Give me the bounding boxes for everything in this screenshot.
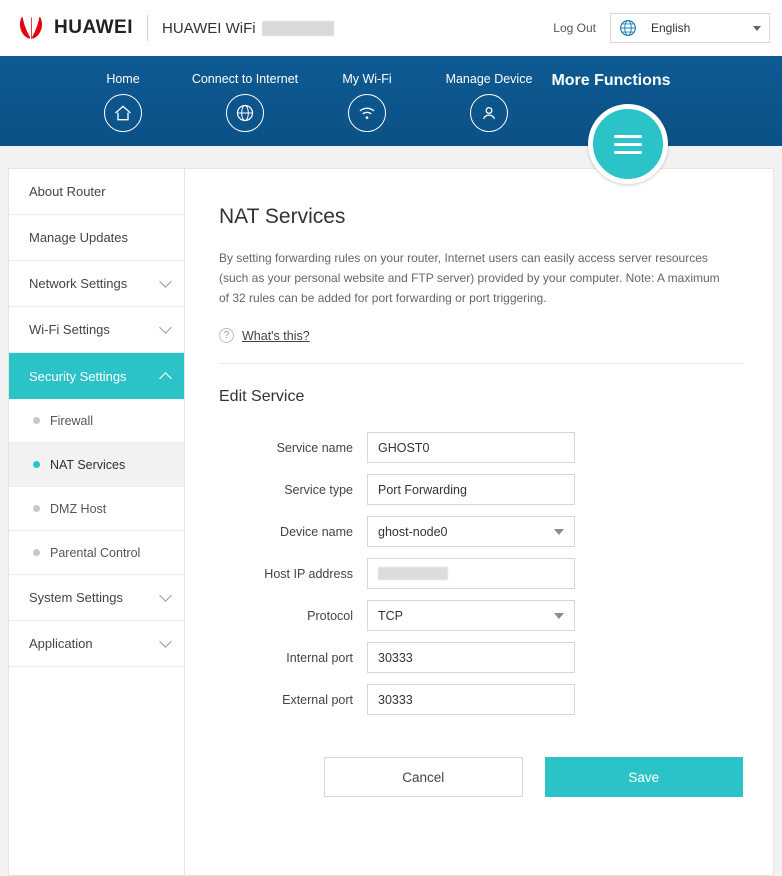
- sidebar-subitem-label: Firewall: [50, 413, 94, 428]
- sidebar-subitem-parental-control[interactable]: [9, 531, 184, 575]
- field-label: Host IP address: [264, 566, 353, 581]
- sidebar-item-label: About Router: [29, 184, 106, 199]
- header-right: [553, 13, 770, 43]
- form-row-protocol: [219, 600, 743, 631]
- question-mark-icon: ?: [219, 328, 234, 343]
- brand-name: HUAWEI: [54, 17, 133, 38]
- sidebar-item-security-settings[interactable]: [9, 353, 184, 399]
- brand-logo[interactable]: [16, 15, 133, 41]
- field-value: TCP: [378, 608, 403, 623]
- user-icon: [470, 94, 508, 132]
- bullet-icon: [33, 461, 40, 468]
- field-label: Protocol: [307, 608, 353, 623]
- sidebar-subitem-label: Parental Control: [50, 545, 141, 560]
- sidebar-item-about-router[interactable]: [9, 169, 184, 215]
- language-selector[interactable]: [610, 13, 770, 43]
- sidebar-subitem-label: NAT Services: [50, 457, 126, 472]
- nav-label: Connect to Internet: [191, 72, 299, 86]
- section-divider: [219, 363, 743, 364]
- field-value: 30333: [378, 650, 413, 665]
- field-label: Service name: [276, 440, 353, 455]
- nav-item-manage-device[interactable]: [428, 56, 550, 132]
- field-value: Port Forwarding: [378, 482, 467, 497]
- field-label: Internal port: [286, 650, 353, 665]
- host-ip-redacted: [378, 567, 448, 580]
- form-actions: [324, 757, 743, 797]
- bullet-icon: [33, 417, 40, 424]
- sidebar-item-label: Manage Updates: [29, 230, 129, 245]
- nav-item-home[interactable]: [62, 56, 184, 132]
- cancel-button[interactable]: Cancel: [324, 757, 523, 797]
- form-row-host-ip-address: [219, 558, 743, 589]
- form-row-service-type: [219, 474, 743, 505]
- sidebar-subitem-dmz-host[interactable]: [9, 487, 184, 531]
- sidebar-item-label: Wi-Fi Settings: [29, 322, 110, 337]
- nav-label: Home: [106, 72, 140, 86]
- sidebar-subitem-label: DMZ Host: [50, 501, 107, 516]
- sidebar-item-label: Security Settings: [29, 368, 127, 384]
- host-ip-address-input[interactable]: [367, 558, 575, 589]
- sidebar-item-label: System Settings: [29, 590, 123, 605]
- sidebar-item-application[interactable]: [9, 621, 184, 667]
- sidebar-item-label: Application: [29, 636, 93, 651]
- device-name-select[interactable]: [367, 516, 575, 547]
- page-title: NAT Services: [219, 205, 346, 228]
- nav-item-my-wifi[interactable]: [306, 56, 428, 132]
- chevron-down-icon: [554, 613, 564, 619]
- save-button[interactable]: Save: [545, 757, 744, 797]
- wifi-icon: [348, 94, 386, 132]
- page-description: By setting forwarding rules on your router, Internet users can easily access server resources (such as your personal website and FTP server) provided by your computer. Note: A maximum of 32 rules can be added for port forwarding or port triggering.: [219, 251, 720, 305]
- chevron-down-icon: [159, 275, 172, 288]
- field-label: Service type: [284, 482, 353, 497]
- home-icon: [104, 94, 142, 132]
- sidebar-item-label: Network Settings: [29, 276, 128, 291]
- form-row-service-name: [219, 432, 743, 463]
- chevron-down-icon: [554, 529, 564, 535]
- sidebar: [8, 168, 184, 876]
- protocol-select[interactable]: [367, 600, 575, 631]
- header-divider: [147, 15, 148, 41]
- page-body: [0, 146, 782, 876]
- bullet-icon: [33, 549, 40, 556]
- sidebar-item-system-settings[interactable]: [9, 575, 184, 621]
- huawei-flower-icon: [16, 15, 46, 41]
- sidebar-item-manage-updates[interactable]: [9, 215, 184, 261]
- more-functions-button[interactable]: [588, 104, 668, 184]
- service-name-input[interactable]: [367, 432, 575, 463]
- field-value: ghost-node0: [378, 524, 448, 539]
- external-port-input[interactable]: [367, 684, 575, 715]
- sidebar-subitem-nat-services[interactable]: [9, 443, 184, 487]
- sidebar-item-wifi-settings[interactable]: [9, 307, 184, 353]
- device-model-redacted: [262, 21, 334, 36]
- nav-item-connect-to-internet[interactable]: [184, 56, 306, 132]
- globe-icon: [226, 94, 264, 132]
- chevron-down-icon: [159, 589, 172, 602]
- sidebar-item-network-settings[interactable]: [9, 261, 184, 307]
- hamburger-icon: [614, 151, 642, 154]
- logout-button[interactable]: Log Out: [553, 21, 596, 35]
- hamburger-icon: [614, 143, 642, 146]
- nav-label: My Wi-Fi: [342, 72, 392, 86]
- form-row-internal-port: [219, 642, 743, 673]
- hamburger-icon: [614, 135, 642, 138]
- chevron-down-icon: [159, 635, 172, 648]
- nav-label: Manage Device: [445, 72, 533, 86]
- section-title: Edit Service: [219, 388, 305, 406]
- language-value: English: [651, 21, 691, 35]
- nav-label: More Functions: [551, 72, 671, 89]
- field-value: 30333: [378, 692, 413, 707]
- device-title: [162, 20, 334, 37]
- internal-port-input[interactable]: [367, 642, 575, 673]
- field-label: External port: [282, 692, 353, 707]
- top-bar: [0, 0, 782, 56]
- field-label: Device name: [280, 524, 353, 539]
- nav-item-more-functions[interactable]: [550, 56, 672, 90]
- globe-icon: [619, 19, 637, 37]
- form-row-device-name: [219, 516, 743, 547]
- help-link-row: [219, 328, 743, 343]
- chevron-down-icon: [159, 321, 172, 334]
- chevron-down-icon: [753, 26, 761, 31]
- whats-this-link[interactable]: What's this?: [242, 328, 310, 343]
- field-value: GHOST0: [378, 440, 430, 455]
- chevron-up-icon: [159, 372, 172, 385]
- bullet-icon: [33, 505, 40, 512]
- sidebar-subitem-firewall[interactable]: [9, 399, 184, 443]
- service-type-input[interactable]: [367, 474, 575, 505]
- form-row-external-port: [219, 684, 743, 715]
- content-panel: [184, 168, 774, 876]
- device-title-text: HUAWEI WiFi: [162, 19, 256, 37]
